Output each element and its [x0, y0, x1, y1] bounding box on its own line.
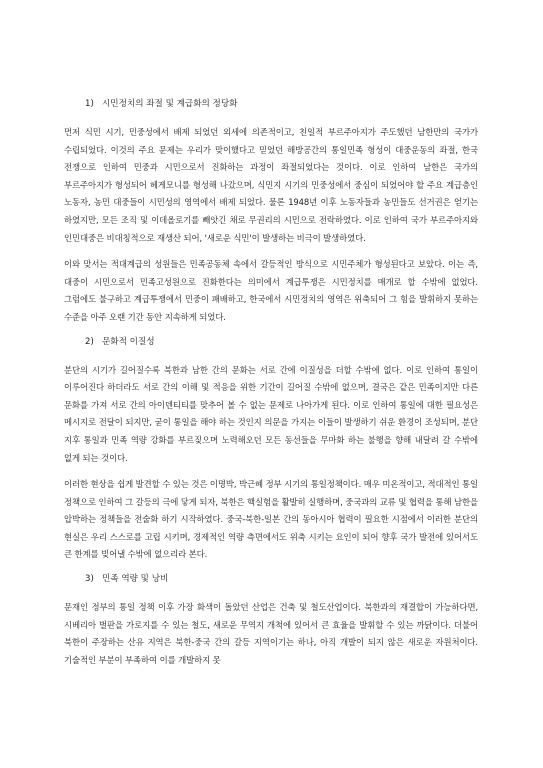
section-heading-3	[85, 573, 478, 585]
document-body	[64, 98, 478, 678]
section-number-1: 1)	[85, 99, 94, 109]
paragraph-1-2: 이와 맞서는 적대계급의 성원들은 민족공동체 속에서 갈등적인 방식으로 시민주체가 형성된다고 보았다. 이는 즉, 대중이 시민으로서 민족고성원으로 진화한다는 의미에서 계급투쟁은 시민정치를 매개로 할 수밖에 없었다. 그럼에도 불구하고 계급투쟁에서 민중이 패배하고, 한국에서 시민정치의 영역은 위축되어 그 힘을 발휘하지 못하는 수준을 아주 오랜 기간 동안 지속하게 되었다.	[64, 259, 478, 322]
paragraph-3-1: 문재인 정부의 통일 정책 이후 가장 화색이 돌았던 산업은 건축 및 철도산업이다. 북한과의 재결합이 가능하다면, 시베리아 벌판을 가로지를 수 있는 철도, 새로운 무역지 개척에 있어서 큰 효율을 발휘할 수 있는 까닭이다. 더불어 북한이 주장하는 산유 지역은 북한-중국 간의 갈등 지역이기는 하나, 아직 개발이 되지 않은 새로운 자원처이다. 기술적인 부분이 부족하여 이를 개발하지 못	[64, 602, 478, 665]
paragraph-1-1: 먼저 식민 시기, 민중성에서 배제 되었던 외세에 의존적이고, 친일적 부르주아지가 주도했던 남한만의 국가가 수립되었다. 이것의 주요 문제는 우리가 맞이했다고 믿었던 해방공간의 통일민족 형성이 대중운동의 좌절, 한국 전쟁으로 인하여 민중과 시민으로서 진화하는 과정이 좌절되었다는 것이다. 이로 인하여 남한은 국가의 부르주아지가 형성되어 헤게모니를 형성해 나갔으며, 식민지 시기의 민중성에서 중심이 되었어야 할 주요 계급층인 노동자, 농민 대중들이 시민성의 영역에서 배제 되었다. 물론 1948년 이후 노동자들과 농민들도 선거권은 얻기는 하였지만, 모든 조직 및 이데올로기를 빼앗긴 채로 무권리의 시민으로 전락하였다. 이로 인하여 국가 부르주아지와 인민대중은 비대칭적으로 재생산 되어, '새로운 식민'이 발생하는 비극이 발생하였다.	[64, 127, 478, 243]
paragraph-2-1: 분단의 시기가 길어질수록 북한과 남한 간의 문화는 서로 간에 이질성을 더할 수밖에 없다. 이로 인하여 통일이 이루어진다 하더라도 서로 간의 이해 및 적응을 위한 기간이 길어질 수밖에 없으며, 결국은 같은 민족이지만 다른 문화를 가져 서로 간의 아이덴티티를 맞추어 볼 수 없는 문제로 나아가게 된다. 이로 인하여 통일에 대한 필요성은 메시지로 전달이 되지만, 굳이 통일을 해야 하는 것인지 의문을 가지는 이들이 발생하기 쉬운 환경이 조성되며, 분단 지후 통일과 민족 역량 강화를 부르짖으며 노력해오던 모든 동선들을 무마화 하는 불행을 향해 내달려 갈 수밖에 없게 되는 것이다.	[64, 364, 478, 463]
section-number-2: 2)	[85, 336, 94, 347]
section-heading-1	[85, 98, 478, 110]
section-title-1: 시민정치의 좌절 및 계급화의 정당화	[102, 99, 238, 109]
section-title-2: 문화적 이질성	[102, 336, 155, 347]
section-title-3: 민족 역량 및 낭비	[102, 574, 169, 585]
section-number-3: 3)	[85, 574, 94, 585]
paragraph-2-2: 이러한 현상을 쉽게 발견할 수 있는 것은 이명박, 박근혜 정부 시기의 통일정책이다. 매우 미온적이고, 적대적인 통일 정책으로 인하여 그 갈등의 극에 닿게 되자, 북한은 핵실험을 활발히 실행하며, 중국과의 교류 및 협력을 통해 남한을 압박하는 정책들을 전술화 하기 시작하였다. 중국-북한-일본 간의 동아시아 협력이 필요한 시점에서 이러한 분단의 현실은 우리 스스로를 고립 시키며, 경제적인 역량 측면에서도 위축 시키는 요인이 되어 향후 국가 발전에 있어서도 큰 한계를 빚어낼 수밖에 없으리라 본다.	[64, 479, 478, 560]
section-heading-2	[85, 336, 478, 348]
